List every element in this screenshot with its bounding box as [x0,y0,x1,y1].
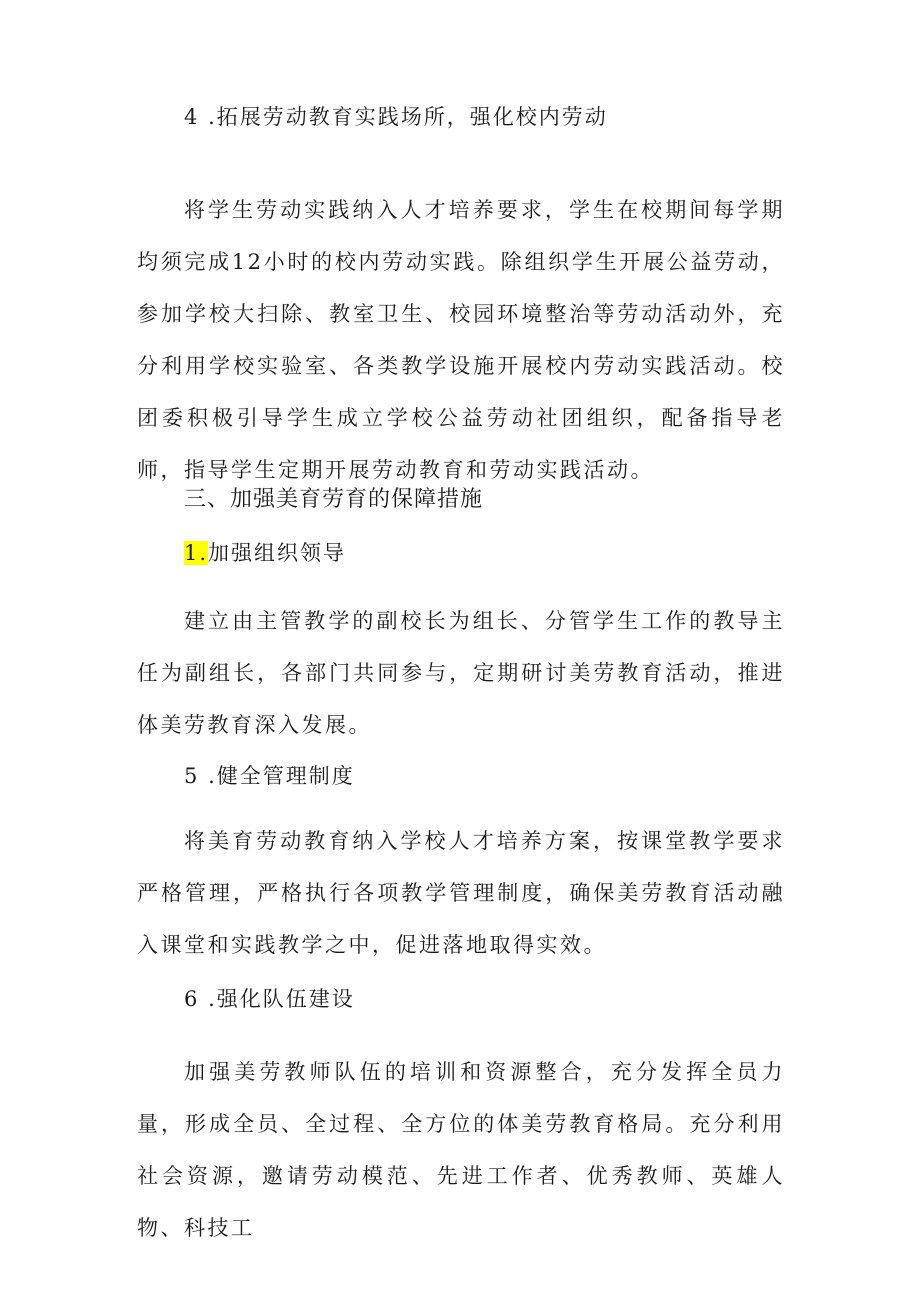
heading-4-number: 4 [184,105,200,129]
heading-1-text: 加强组织领导 [208,541,347,565]
paragraph-6: 加强美劳教师队伍的培训和资源整合，充分发挥全员力量，形成全员、全过程、全方位的体美劳教育格局。充分利用社会资源，邀请劳动模范、先进工作者、优秀教师、英雄人物、科技工 [137,1060,785,1240]
heading-1-number-highlighted: 1. [184,541,209,565]
paragraph-1: 建立由主管教学的副校长为组长、分管学生工作的教导主任为副组长，各部门共同参与，定期研讨美劳教育活动，推进体美劳教育深入发展。 [137,609,785,737]
heading-5-number: 5 [184,764,200,788]
heading-6-number: 6 [184,987,200,1011]
heading-1 [184,537,346,567]
heading-5-text: .健全管理制度 [208,764,355,788]
heading-4 [184,101,608,131]
heading-6-text: .强化队伍建设 [208,987,355,1011]
heading-4-text: .拓展劳动教育实践场所，强化校内劳动 [208,105,608,129]
paragraph-5: 将美育劳动教育纳入学校人才培养方案，按课堂教学要求严格管理，严格执行各项教学管理制度，确保美劳教育活动融入课堂和实践教学之中，促进落地取得实效。 [137,829,785,957]
heading-6 [184,983,355,1013]
section-heading-3: 三、加强美育劳育的保障措施 [184,487,484,512]
heading-5 [184,760,355,790]
paragraph-4: 将学生劳动实践纳入人才培养要求，学生在校期间每学期均须完成12小时的校内劳动实践。除组织学生开展公益劳动，参加学校大扫除、教室卫生、校园环境整治等劳动活动外，充分利用学校实验室、各类教学设施开展校内劳动实践活动。校团委积极引导学生成立学校公益劳动社团组织，配备指导老师，指导学生定期开展劳动教育和劳动实践活动。 [137,198,785,482]
